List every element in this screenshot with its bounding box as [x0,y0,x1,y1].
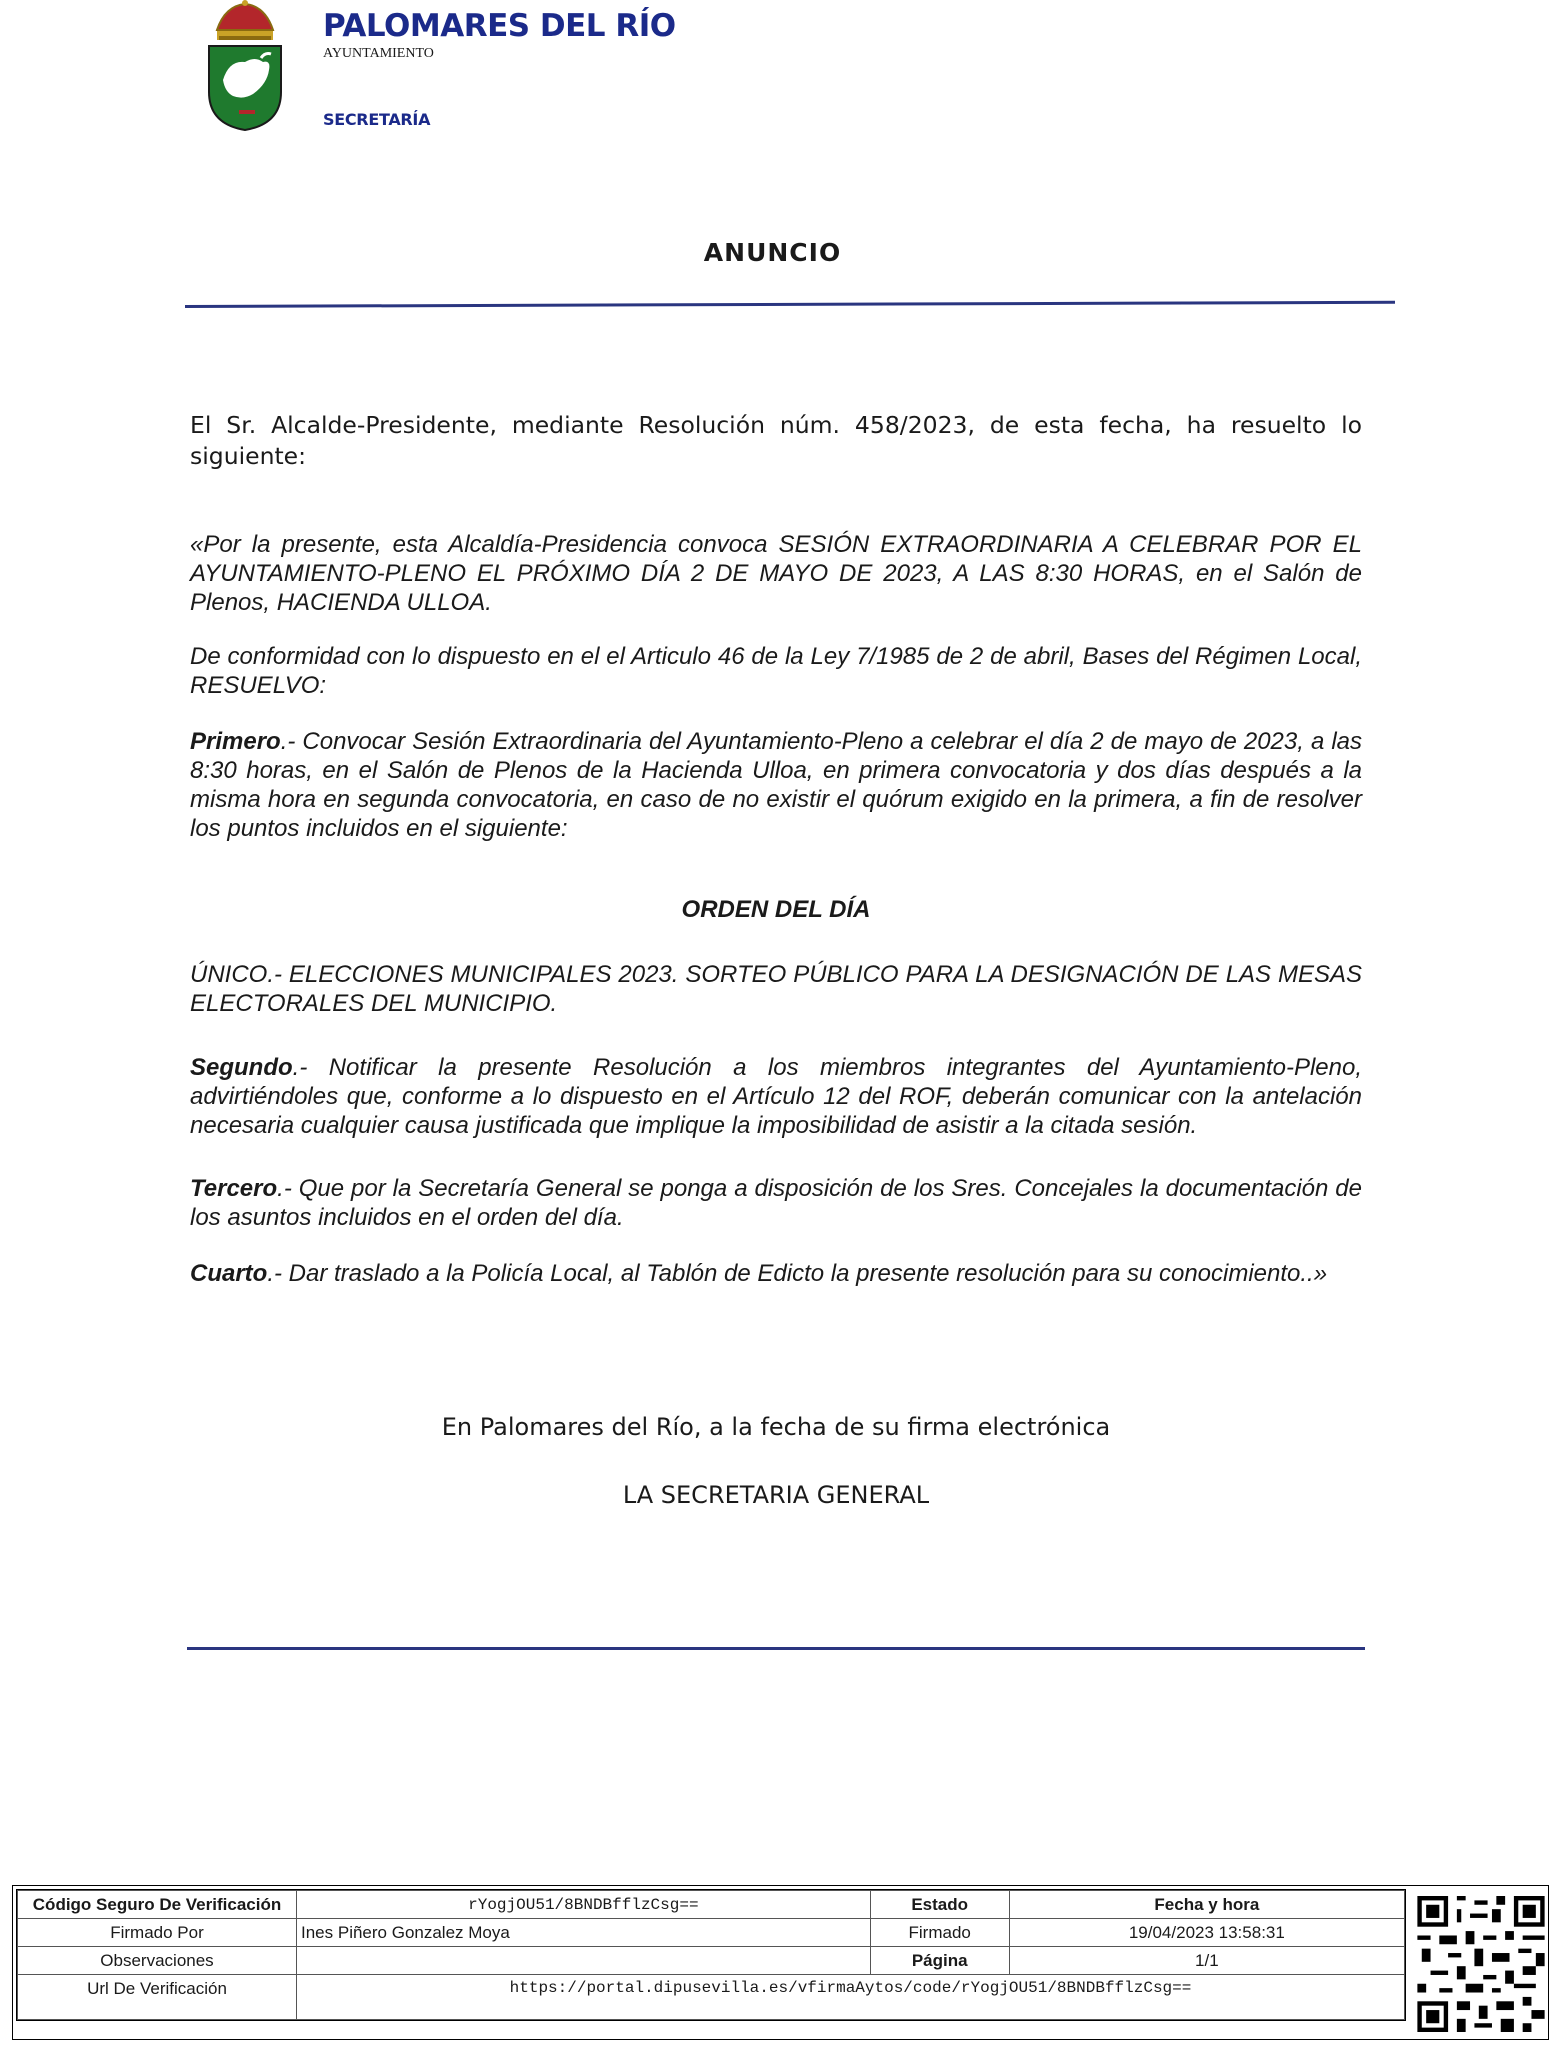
divider-bottom [187,1647,1365,1650]
verification-footer [12,1885,1549,2040]
cuarto-paragraph [190,1259,1362,1288]
municipal-coat-of-arms [205,0,285,132]
fecha-value: 19/04/2023 13:58:31 [1009,1919,1404,1947]
divider-top [185,301,1395,308]
cuarto-text: .- Dar traslado a la Policía Local, al Tablón de Edicto la presente resolución para su conocimiento..» [267,1260,1328,1287]
url-label: Url De Verificación [18,1975,297,2020]
estado-value: Firmado [870,1919,1009,1947]
signature-place-date: En Palomares del Río, a la fecha de su firma electrónica [441,1413,1111,1441]
table-row [18,1975,1405,2020]
csv-value[interactable]: rYogjOU51/8BNDBfflzCsg== [297,1891,871,1919]
primero-paragraph [190,727,1362,843]
verification-table [17,1890,1405,2020]
intro-paragraph: El Sr. Alcalde-Presidente, mediante Resolución núm. 458/2023, de esta fecha, ha resuelto lo siguiente: [190,411,1362,470]
resolution-paragraph-1: «Por la presente, esta Alcaldía-Presidencia convoca SESIÓN EXTRAORDINARIA A CELEBRAR POR EL AYUNTAMIENTO-PLENO EL PRÓXIMO DÍA 2 DE MAYO DE 2023, A LAS 8:30 HORAS, en el Salón de Plenos, HACIENDA ULLOA. [190,531,1362,616]
firmado-por-value: Ines Piñero Gonzalez Moya [297,1919,871,1947]
observaciones-label: Observaciones [18,1947,297,1975]
url-value[interactable]: https://portal.dipusevilla.es/vfirmaAytos/code/rYogjOU51/8BNDBfflzCsg== [297,1975,1405,2020]
primero-label: Primero [190,728,281,755]
agenda-title: ORDEN DEL DÍA [681,896,871,923]
table-row [18,1919,1405,1947]
table-row [18,1947,1405,1975]
primero-text: .- Convocar Sesión Extraordinaria del Ayuntamiento-Pleno a celebrar el día 2 de mayo de 2023, a las 8:30 horas, en el Salón de Plenos de la Hacienda Ulloa, en primera convocatoria y dos días después a la misma hora en segunda convocatoria, en caso de no existir el quórum exigido en la primera, a fin de resolver los puntos incluidos en el siguiente: [190,728,1362,842]
segundo-label: Segundo [190,1054,293,1081]
department-name: SECRETARÍA [323,110,431,129]
firmado-por-label: Firmado Por [18,1919,297,1947]
segundo-paragraph [190,1053,1362,1140]
csv-label: Código Seguro De Verificación [18,1891,297,1919]
cuarto-label: Cuarto [190,1260,268,1287]
estado-label: Estado [870,1891,1009,1919]
document-title: ANUNCIO [703,238,842,267]
fecha-label: Fecha y hora [1009,1891,1404,1919]
segundo-text: .- Notificar la presente Resolución a los miembros integrantes del Ayuntamiento-Pleno, advirtiéndoles que, conforme a lo dispuesto en el Artículo 12 del ROF, deberán comunicar con la antelación necesaria cualquier causa justificada que implique la imposibilidad de asistir a la citada sesión. [190,1054,1362,1139]
resolution-paragraph-2: De conformidad con lo dispuesto en el el Articulo 46 de la Ley 7/1985 de 2 de abril, Bases del Régimen Local, RESUELVO: [190,643,1362,699]
pagina-value: 1/1 [1009,1947,1404,1975]
verification-table-frame [16,1889,1406,2021]
observaciones-value [297,1947,871,1975]
table-row [18,1891,1405,1919]
organization-name: PALOMARES DEL RÍO [323,8,676,44]
tercero-text: .- Que por la Secretaría General se ponga a disposición de los Sres. Concejales la documentación de los asuntos incluidos en el orden del día. [190,1175,1362,1231]
qr-code-icon[interactable] [1417,1896,1545,2032]
tercero-label: Tercero [190,1175,278,1202]
agenda-item-unico: ÚNICO.- ELECCIONES MUNICIPALES 2023. SORTEO PÚBLICO PARA LA DESIGNACIÓN DE LAS MESAS ELECTORALES DEL MUNICIPIO. [190,961,1362,1017]
tercero-paragraph [190,1174,1362,1232]
organization-subtitle: AYUNTAMIENTO [323,46,434,61]
signature-role: LA SECRETARIA GENERAL [622,1481,930,1509]
pagina-label: Página [870,1947,1009,1975]
